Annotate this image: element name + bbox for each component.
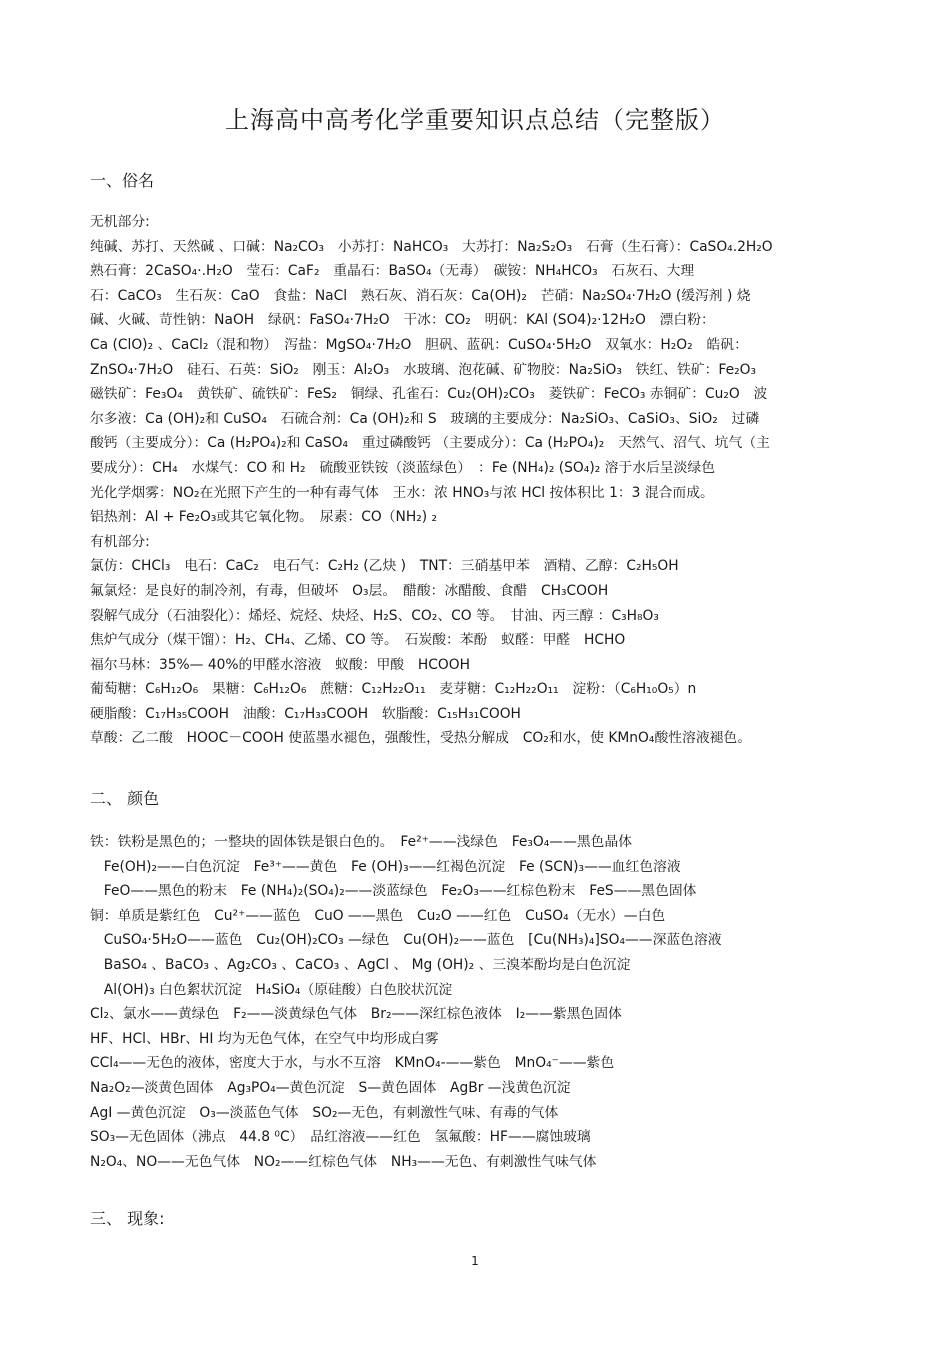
- section-heading-colors: 二、 颜色: [90, 789, 160, 808]
- text-line: 硬脂酸：C₁₇H₃₅COOH 油酸：C₁₇H₃₃COOH 软脂酸：C₁₅H₃₁COOH: [90, 705, 521, 722]
- text-line: 尔多液：Ca (OH)₂和 CuSO₄ 石硫合剂：Ca (OH)₂和 S 玻璃的主要成分：Na₂SiO₃、CaSiO₃、SiO₂ 过磷: [90, 410, 760, 427]
- text-line: SO₃—无色固体（沸点 44.8 ⁰C） 品红溶液——红色 氢氟酸：HF——腐蚀玻璃: [90, 1129, 591, 1146]
- text-line: 熟石膏：2CaSO₄·.H₂O 莹石：CaF₂ 重晶石：BaSO₄（无毒） 碳铵：NH₄HCO₃ 石灰石、大理: [90, 263, 695, 280]
- text-line: ZnSO₄·7H₂O 硅石、石英：SiO₂ 刚玉：Al₂O₃ 水玻璃、泡花碱、矿物胶：Na₂SiO₃ 铁红、铁矿：Fe₂O₃: [90, 361, 757, 378]
- text-line: HF、HCl、HBr、HI 均为无色气体，在空气中均形成白雾: [90, 1030, 439, 1047]
- inorganic-label: 无机部分:: [90, 214, 150, 230]
- text-line: 磁铁矿：Fe₃O₄ 黄铁矿、硫铁矿：FeS₂ 铜绿、孔雀石：Cu₂(OH)₂CO₃ 菱铁矿：FeCO₃ 赤铜矿：Cu₂O 波: [90, 386, 768, 403]
- text-line: 光化学烟雾：NO₂在光照下产生的一种有毒气体 王水：浓 HNO₃与浓 HCl 按体积比 1：3 混合而成。: [90, 484, 714, 501]
- document-title: 上海高中高考化学重要知识点总结（完整版）: [225, 106, 725, 134]
- text-line: Cl₂、氯水——黄绿色 F₂——淡黄绿色气体 Br₂——深红棕色液体 I₂——紫黑色固体: [90, 1006, 622, 1023]
- text-line: CuSO₄·5H₂O——蓝色 Cu₂(OH)₂CO₃ —绿色 Cu(OH)₂——蓝色 [Cu(NH₃)₄]SO₄——深蓝色溶液: [90, 932, 722, 949]
- text-line: 要成分）：CH₄ 水煤气：CO 和 H₂ 硫酸亚铁铵（淡蓝绿色） ：Fe (NH₄)₂ (SO₄)₂ 溶于水后呈淡绿色: [90, 459, 715, 476]
- section-heading-phenomena: 三、 现象:: [90, 1209, 165, 1228]
- page-number: 1: [471, 1254, 479, 1268]
- inorganic-section: [90, 210, 870, 751]
- text-line: 裂解气成分（石油裂化）：烯烃、烷烃、炔烃、H₂S、CO₂、CO 等。 甘油、丙三醇 ：C₃H₈O₃: [90, 607, 659, 624]
- text-line: 铜：单质是紫红色 Cu²⁺——蓝色 CuO ——黑色 Cu₂O ——红色 CuSO₄（无水）—白色: [90, 907, 666, 924]
- text-line: 葡萄糖：C₆H₁₂O₆ 果糖：C₆H₁₂O₆ 蔗糖：C₁₂H₂₂O₁₁ 麦芽糖：C₁₂H₂₂O₁₁ 淀粉：（C₆H₁₀O₅）n: [90, 681, 697, 698]
- text-line: 草酸：乙二酸 HOOC－COOH 使蓝墨水褪色，强酸性，受热分解成 CO₂和水，使 KMnO₄酸性溶液褪色。: [90, 730, 752, 747]
- text-line: CCl₄——无色的液体，密度大于水，与水不互溶 KMnO₄-——紫色 MnO₄⁻——紫色: [90, 1055, 615, 1072]
- text-line: FeO——黑色的粉末 Fe (NH₄)₂(SO₄)₂——淡蓝绿色 Fe₂O₃——红棕色粉末 FeS——黑色固体: [90, 883, 697, 900]
- text-line: 石：CaCO₃ 生石灰：CaO 食盐：NaCl 熟石灰、消石灰：Ca(OH)₂ 芒硝：Na₂SO₄·7H₂O (缓泻剂 ) 烧: [90, 287, 751, 304]
- text-line: 氟氯烃：是良好的制冷剂，有毒，但破坏 O₃层。 醋酸：冰醋酸、食醋 CH₃COOH: [90, 582, 609, 599]
- text-line: 碱、火碱、苛性钠：NaOH 绿矾：FaSO₄·7H₂O 干冰：CO₂ 明矾：KAl (SO4)₂·12H₂O 漂白粉：: [90, 312, 715, 329]
- text-line: 焦炉气成分（煤干馏）：H₂、CH₄、乙烯、CO 等。 石炭酸：苯酚 蚁醛：甲醛 HCHO: [90, 632, 626, 649]
- text-line: Al(OH)₃ 白色絮状沉淀 H₄SiO₄（原硅酸）白色胶状沉淀: [90, 981, 453, 998]
- text-line: BaSO₄ 、BaCO₃ 、Ag₂CO₃ 、CaCO₃ 、AgCl 、 Mg (OH)₂ 、三溴苯酚均是白色沉淀: [90, 956, 631, 973]
- text-line: 纯碱、苏打、天然碱 、口碱：Na₂CO₃ 小苏打：NaHCO₃ 大苏打：Na₂S₂O₃ 石膏（生石膏）：CaSO₄.2H₂O: [90, 238, 773, 255]
- text-line: AgI —黄色沉淀 O₃—淡蓝色气体 SO₂—无色，有刺激性气味、有毒的气体: [90, 1104, 559, 1121]
- section-heading-names: 一、俗名: [90, 171, 155, 190]
- text-line: Na₂O₂—淡黄色固体 Ag₃PO₄—黄色沉淀 S—黄色固体 AgBr —浅黄色沉淀: [90, 1079, 571, 1096]
- text-line: Fe(OH)₂——白色沉淀 Fe³⁺——黄色 Fe (OH)₃——红褐色沉淀 Fe (SCN)₃——血红色溶液: [90, 858, 681, 875]
- organic-label: 有机部分:: [90, 533, 150, 550]
- colors-section: [90, 830, 870, 1174]
- text-line: 氯仿：CHCl₃ 电石：CaC₂ 电石气：C₂H₂ (乙炔 ) TNT：三硝基甲苯 酒精、乙醇：C₂H₅OH: [90, 558, 679, 575]
- text-line: 铁：铁粉是黑色的；一整块的固体铁是银白色的。 Fe²⁺——浅绿色 Fe₃O₄——黑色晶体: [90, 834, 633, 850]
- text-line: Ca (ClO)₂ 、CaCl₂（混和物） 泻盐：MgSO₄·7H₂O 胆矾、蓝矾：CuSO₄·5H₂O 双氧水：H₂O₂ 皓矾：: [90, 336, 748, 353]
- text-line: 酸钙（主要成分）：Ca (H₂PO₄)₂和 CaSO₄ 重过磷酸钙 （主要成分）：Ca (H₂PO₄)₂ 天然气、沼气、坑气（主: [90, 435, 770, 452]
- text-line: 福尔马林：35%— 40%的甲醛水溶液 蚁酸：甲酸 HCOOH: [90, 656, 470, 673]
- text-line: N₂O₄、NO——无色气体 NO₂——红棕色气体 NH₃——无色、有刺激性气味气体: [90, 1153, 597, 1170]
- text-line: 铝热剂：Al + Fe₂O₃或其它氧化物。 尿素：CO（NH₂) ₂: [90, 509, 438, 526]
